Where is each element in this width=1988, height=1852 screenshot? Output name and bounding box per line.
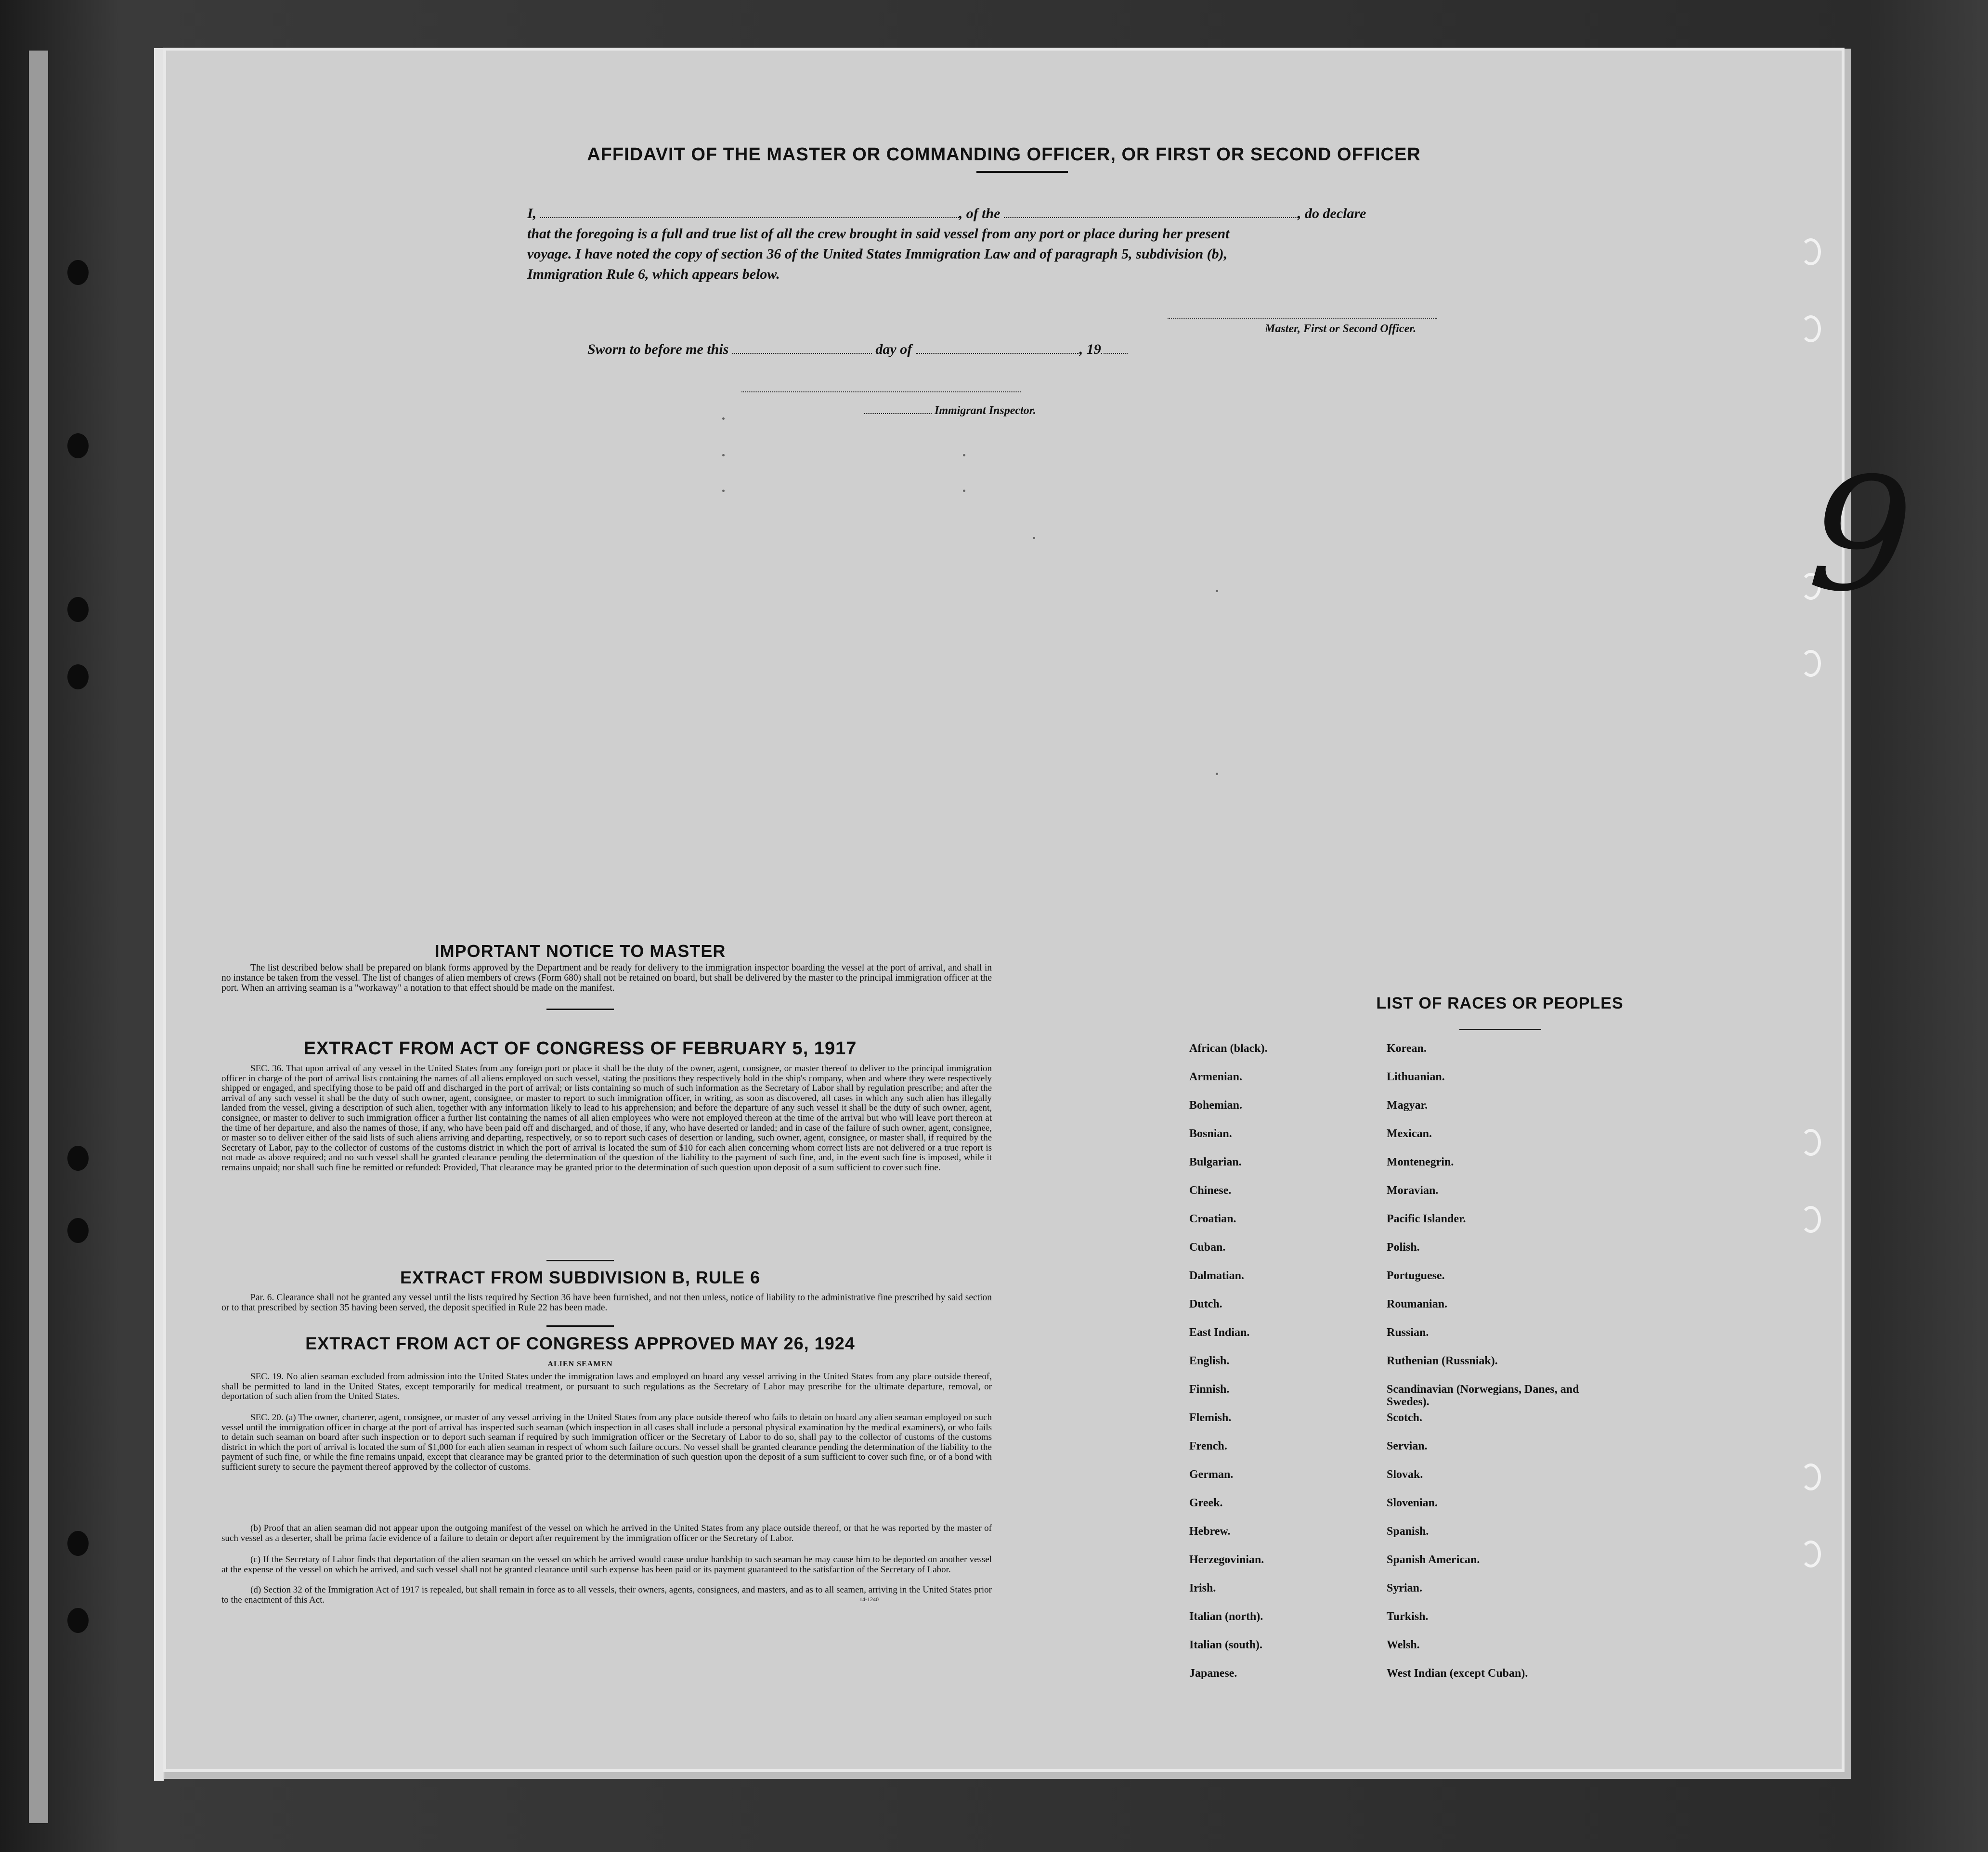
race-row: [1189, 1099, 1863, 1127]
race-item: Cuban.: [1189, 1241, 1226, 1254]
race-item: Armenian.: [1189, 1071, 1242, 1083]
sworn-day-blank[interactable]: [732, 342, 872, 354]
race-row: [1189, 1269, 1863, 1298]
race-item: Italian (south).: [1189, 1639, 1263, 1651]
race-item: Dalmatian.: [1189, 1269, 1244, 1282]
bleed-dot: [963, 490, 965, 492]
race-item: Bohemian.: [1189, 1099, 1243, 1112]
binder-hole: [67, 1531, 89, 1556]
notice-title: IMPORTANT NOTICE TO MASTER: [434, 941, 726, 961]
section-rule: [546, 1009, 614, 1010]
title-rule: [976, 171, 1068, 173]
race-row: [1189, 1184, 1863, 1213]
notice-text: The list described below shall be prepared on blank forms approved by the Department and be ready for delivery to the immigration inspector boarding the vessel at the port of arrival, and shall in no instance be taken from the vessel. The list of changes of alien members of crews (Form 680) shall not be retained on board, but shall be delivered by the master to the principal immigration officer at the port. When an arriving seaman is a "workaway" a notation to that effect should be made on the manifest.: [221, 963, 992, 993]
race-row: [1189, 1582, 1863, 1610]
race-item: West Indian (except Cuban).: [1387, 1667, 1528, 1680]
race-item: Finnish.: [1189, 1383, 1230, 1396]
extract-1924-title: EXTRACT FROM ACT OF CONGRESS APPROVED MAY 26, 1924: [305, 1334, 855, 1353]
race-row: [1189, 1298, 1863, 1326]
name-blank[interactable]: [540, 207, 959, 218]
race-row: [1189, 1440, 1863, 1468]
binder-hole: [67, 433, 89, 458]
race-item: Portuguese.: [1387, 1269, 1445, 1282]
ring-hole: [1801, 650, 1821, 677]
sec20c-text: (c) If the Secretary of Labor finds that deportation of the alien seaman on the vessel on which he arrived would cause undue hardship to such seaman he may cause him to be deported on another vessel at the expense of the vessel on which he arrived, and such vessel shall not be granted clearance until such expense has been paid or its payment guaranteed to the satisfaction of the Secretary of Labor.: [221, 1554, 992, 1575]
sec20b-text: (b) Proof that an alien seaman did not appear upon the outgoing manifest of the vessel on which he arrived in the United States from any place outside thereof, or that he was reported by the master of such vessel as a deserter, shall be prima facie evidence of a failure to detain or deport after requirement by the immigration officer or the Secretary of Labor.: [221, 1523, 992, 1543]
race-item: French.: [1189, 1440, 1227, 1452]
race-item: Polish.: [1387, 1241, 1420, 1254]
binder-hole: [67, 1608, 89, 1633]
race-item: Slovak.: [1387, 1468, 1423, 1481]
rule6-title: EXTRACT FROM SUBDIVISION B, RULE 6: [400, 1268, 761, 1287]
race-item: Spanish American.: [1387, 1554, 1480, 1566]
declaration-line-3: voyage. I have noted the copy of section 36 of the United States Immigration Law and of paragraph 5, subdivision (b),: [527, 246, 1228, 262]
section-rule: [546, 1325, 614, 1327]
affidavit-title: AFFIDAVIT OF THE MASTER OR COMMANDING OFFICER, OR FIRST OR SECOND OFFICER: [587, 144, 1421, 165]
race-item: Hebrew.: [1189, 1525, 1231, 1538]
race-row: [1189, 1497, 1863, 1525]
bleed-dot: [1216, 773, 1218, 775]
race-item: English.: [1189, 1355, 1230, 1367]
binder-hole: [67, 664, 89, 689]
race-item: Magyar.: [1387, 1099, 1428, 1112]
inspector-signature-line[interactable]: [741, 391, 1021, 392]
race-row: [1189, 1667, 1863, 1696]
extract-1917-title: EXTRACT FROM ACT OF CONGRESS OF FEBRUARY 5, 1917: [303, 1038, 857, 1059]
race-row: [1189, 1156, 1863, 1184]
race-row: [1189, 1468, 1863, 1497]
race-item: Flemish.: [1189, 1412, 1232, 1424]
race-item: Japanese.: [1189, 1667, 1237, 1680]
rule6-text: Par. 6. Clearance shall not be granted any vessel until the lists required by Section 36 have been furnished, and not then unless, notice of liability to the administrative fine prescribed by said section or to that prescribed by section 35 having been served, the deposit specified in Rule 22 has been made.: [221, 1293, 992, 1313]
bleed-dot: [722, 454, 725, 456]
bleed-dot: [1033, 537, 1035, 539]
sec19-text: SEC. 19. No alien seaman excluded from admission into the United States under the immigration laws and employed on board any vessel arriving in the United States from any place outside thereof, shall be permitted to land in the United States, except temporarily for medical treatment, or pursuant to such regulations as the Secretary of Labor may prescribe for the ultimate departure, removal, or deportation of such alien from the United States.: [221, 1372, 992, 1402]
race-item: Herzegovinian.: [1189, 1554, 1264, 1566]
race-item: Spanish.: [1387, 1525, 1429, 1538]
race-item: Turkish.: [1387, 1610, 1429, 1623]
year-prefix: , 19: [1079, 341, 1101, 357]
race-item: Roumanian.: [1387, 1298, 1448, 1310]
binder-hole: [67, 597, 89, 622]
race-item: Korean.: [1387, 1042, 1427, 1055]
race-item: Irish.: [1189, 1582, 1216, 1594]
race-item: Scotch.: [1387, 1412, 1422, 1424]
race-item: Montenegrin.: [1387, 1156, 1454, 1168]
race-item: Italian (north).: [1189, 1610, 1263, 1623]
race-item: German.: [1189, 1468, 1234, 1481]
race-item: Slovenian.: [1387, 1497, 1438, 1509]
sheet-edge: [154, 48, 164, 1781]
declaration-declare: , do declare: [1298, 206, 1366, 221]
declaration-of-the: , of the: [959, 206, 1000, 221]
sworn-line: [587, 339, 1261, 360]
race-row: [1189, 1355, 1863, 1383]
race-row: [1189, 1127, 1863, 1156]
handwritten-number: 9: [1804, 440, 1918, 631]
master-signature-label: Master, First or Second Officer.: [1265, 323, 1416, 335]
race-item: East Indian.: [1189, 1326, 1250, 1339]
race-row: [1189, 1042, 1863, 1071]
ring-hole: [1801, 238, 1821, 265]
race-item: Ruthenian (Russniak).: [1387, 1355, 1498, 1367]
race-row: [1189, 1554, 1863, 1582]
sworn-year-blank[interactable]: [1101, 342, 1128, 354]
race-row: [1189, 1241, 1863, 1269]
inspector-name-blank[interactable]: [864, 406, 932, 414]
form-number: 14-1240: [859, 1596, 879, 1603]
bleed-dot: [722, 417, 725, 420]
race-item: Russian.: [1387, 1326, 1429, 1339]
inspector-label: [864, 404, 1036, 417]
race-item: Chinese.: [1189, 1184, 1232, 1197]
sec20d-text: (d) Section 32 of the Immigration Act of 1917 is repealed, but shall remain in force as to all vessels, their owners, agents, consignees, and masters, and as to all seamen, arriving in the United States prior to the enactment of this Act.: [221, 1585, 992, 1605]
ring-hole: [1801, 315, 1821, 342]
race-item: Moravian.: [1387, 1184, 1439, 1197]
binder-hole: [67, 1218, 89, 1243]
race-row: [1189, 1525, 1863, 1554]
master-signature-line[interactable]: [1168, 318, 1437, 319]
vessel-blank[interactable]: [1004, 207, 1298, 218]
binder-hole: [67, 1146, 89, 1171]
race-row: [1189, 1412, 1863, 1440]
declaration-i: I,: [527, 206, 537, 221]
declaration-line-1: [527, 204, 1538, 224]
section-rule: [546, 1260, 614, 1261]
races-rule: [1459, 1029, 1541, 1030]
race-item: African (black).: [1189, 1042, 1268, 1055]
race-item: Bulgarian.: [1189, 1156, 1242, 1168]
declaration-line-2: that the foregoing is a full and true list of all the crew brought in said vessel from any port or place during her present: [527, 226, 1230, 242]
race-item: Croatian.: [1189, 1213, 1236, 1225]
day-of-label: day of: [875, 341, 912, 357]
race-item: Greek.: [1189, 1497, 1223, 1509]
bleed-dot: [722, 490, 725, 492]
race-item: Scandinavian (Norwegians, Danes, and Swedes).: [1387, 1383, 1579, 1408]
binder-hole: [67, 260, 89, 285]
race-item: Bosnian.: [1189, 1127, 1232, 1140]
sworn-month-blank[interactable]: [916, 342, 1079, 354]
race-item: Pacific Islander.: [1387, 1213, 1466, 1225]
race-row: [1189, 1213, 1863, 1241]
binder-edge: [29, 51, 48, 1823]
inspector-text: Immigrant Inspector.: [935, 404, 1036, 417]
sec20a-text: SEC. 20. (a) The owner, charterer, agent, consignee, or master of any vessel arriving in the United States from any place outside thereof who fails to detain on board any alien seaman employed on such vessel until the immigration officer in charge at the port of arrival has inspected such seaman (which inspection in all cases shall include a personal physical examination by the medical examiners), or who fails to detain such seaman on board after such inspection or to deport such seaman if required by such immigration officer or the Secretary of Labor to do so, shall pay to the collector of customs of the customs district in which the port of arrival is located the sum of $1,000 for each alien seaman in respect of whom such failure occurs. No vessel shall be granted clearance pending the determination of the liability to the payment of such fine, or while the fine remains unpaid, except that clearance may be granted prior to the determination of such question upon the deposit of a sum sufficient to cover such fine, or of a bond with sufficient surety to secure the payment thereof approved by the collector of customs.: [221, 1412, 992, 1472]
race-row: [1189, 1071, 1863, 1099]
races-list: [1189, 1042, 1863, 1696]
race-row: [1189, 1326, 1863, 1355]
alien-seamen-subtitle: ALIEN SEAMEN: [547, 1360, 613, 1368]
extract-1917-text: SEC. 36. That upon arrival of any vessel in the United States from any foreign port or place it shall be the duty of the owner, agent, consignee, or master thereof to deliver to the principal immigration officer in charge of the port of arrival lists containing the names of all aliens employed on such vessel, stating the positions they respectively hold in the ship's company, when and where they were respectively shipped or engaged, and specifying those to be paid off and discharged in the port of arrival; or lists containing so much of such information as the Secretary of Labor shall by regulation prescribe; and after the arrival of any such vessel it shall be the duty of such owner, agent, consignee, or master to report to such immigration officer, in writing, as soon as discovered, all cases in which any such alien has illegally landed from the vessel, giving a description of such alien, together with any information likely to lead to his apprehension; and before the departure of any such vessel it shall be the duty of such owner, agent, consignee, or master to deliver to such immigration officer a further list containing the names of all alien employees who were not employed thereon at the time of the arrival but who will leave port thereon at the time of her departure, and also the names of those, if any, who have been paid off and discharged, and of those, if any, who have deserted or landed; and in case of the failure of such owner, agent, consignee, or master so to deliver either of the said lists of such aliens arriving and departing, respectively, or so to report such cases of desertion or landing, such owner, agent, consignee, or master shall, if required by the Secretary of Labor, pay to the collector of customs of the customs district in which the port of arrival is located the sum of $10 for each alien concerning whom correct lists are not delivered or a true report is not made as above required; and no such vessel shall be granted clearance pending the determination of the question of the liability to the payment of such fine, and, in the event such fine is imposed, while it remains unpaid; nor shall such fine be remitted or refunded: Provided, That clearance may be granted prior to the determination of such question upon deposit of a sum sufficient to cover such fine.: [221, 1063, 992, 1173]
race-item: Lithuanian.: [1387, 1071, 1445, 1083]
race-item: Welsh.: [1387, 1639, 1420, 1651]
race-row: [1189, 1383, 1863, 1412]
race-row: [1189, 1610, 1863, 1639]
races-title: LIST OF RACES OR PEOPLES: [1376, 994, 1624, 1012]
race-item: Mexican.: [1387, 1127, 1432, 1140]
race-item: Dutch.: [1189, 1298, 1222, 1310]
race-item: Servian.: [1387, 1440, 1428, 1452]
race-row: [1189, 1639, 1863, 1667]
declaration-line-4: Immigration Rule 6, which appears below.: [527, 266, 780, 282]
bleed-dot: [1216, 590, 1218, 592]
bleed-dot: [963, 454, 965, 456]
form-page: [166, 51, 1842, 1769]
race-item: Syrian.: [1387, 1582, 1423, 1594]
sworn-label: Sworn to before me this: [587, 341, 729, 357]
